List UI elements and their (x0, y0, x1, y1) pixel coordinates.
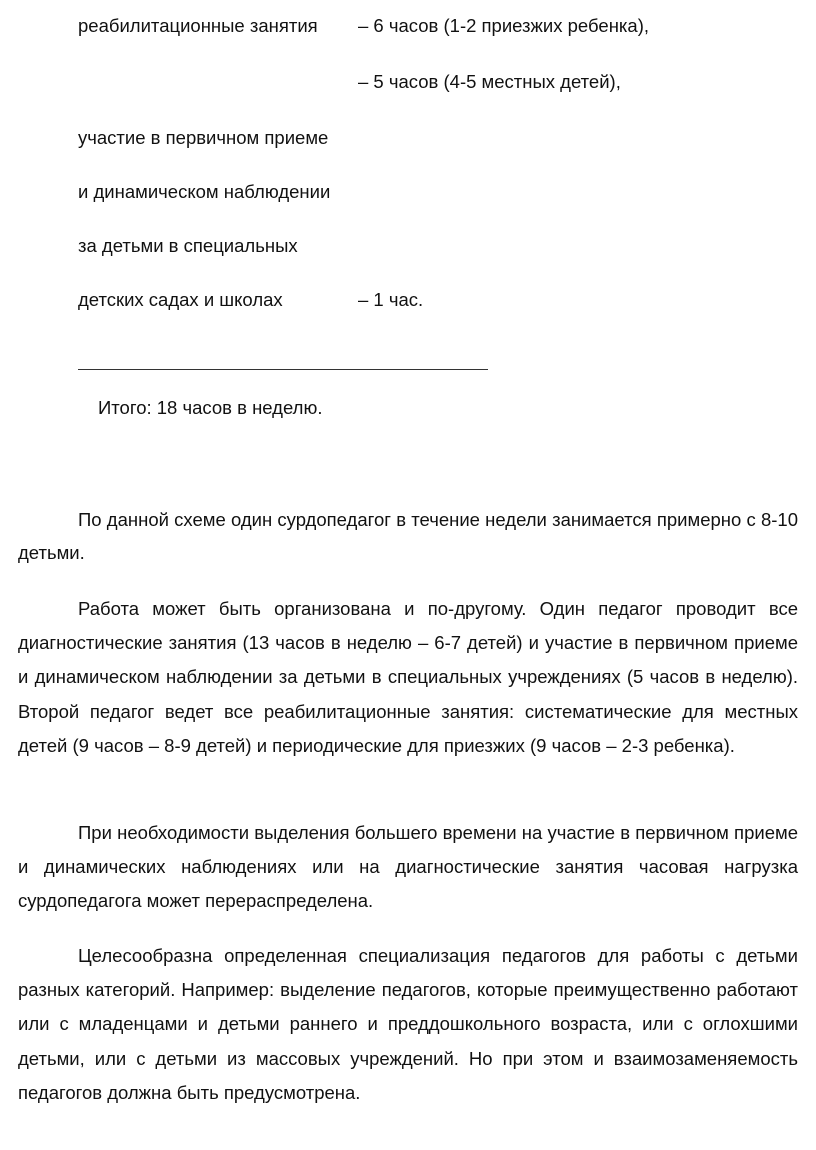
schedule-value-6: – 1 час. (358, 289, 424, 310)
schedule-value-2: – 5 часов (4-5 местных детей), (358, 71, 621, 92)
schedule-value-1: – 6 часов (1-2 приезжих ребенка), (358, 15, 649, 36)
paragraph-2: Работа может быть организована и по-другому. Один педагог проводит все диагностические занятия (13 часов в неделю – 6-7 детей) и участие в первичном приеме и динамическом наблюдении за детьми в специальных учреждениях (5 часов в неделю). Второй педагог ведет все реабилитационные занятия: систематические для местных детей (9 часов – 8-9 детей) и периодические для приезжих (9 часов – 2-3 ребенка). (18, 598, 798, 756)
schedule-label-1: реабилитационные занятия (78, 15, 318, 36)
schedule-label-3: участие в первичном приеме (78, 127, 329, 148)
paragraph-3: При необходимости выделения большего времени на участие в первичном приеме и динамических наблюдениях или на диагностические занятия часовая нагрузка сурдопедагога может перераспределена. (18, 822, 798, 912)
schedule-label-5: за детьми в специальных (78, 235, 298, 256)
schedule-label-6: детских садах и школах (78, 289, 283, 310)
total-divider (78, 369, 488, 370)
paragraph-1: По данной схеме один сурдопедагог в течение недели занимается примерно с 8-10 детьми. (18, 509, 798, 563)
schedule-total: Итого: 18 часов в неделю. (98, 397, 323, 418)
paragraph-4: Целесообразна определенная специализация педагогов для работы с детьми разных категорий. Например: выделение педагогов, которые преимущественно работают или с младенцами и детьми раннего и преддошкольного возраста, или с оглохшими детьми, или с детьми из массовых учреждений. Но при этом и взаимозаменяемость педагогов должна быть предусмотрена. (18, 945, 798, 1103)
schedule-label-4: и динамическом наблюдении (78, 181, 331, 202)
